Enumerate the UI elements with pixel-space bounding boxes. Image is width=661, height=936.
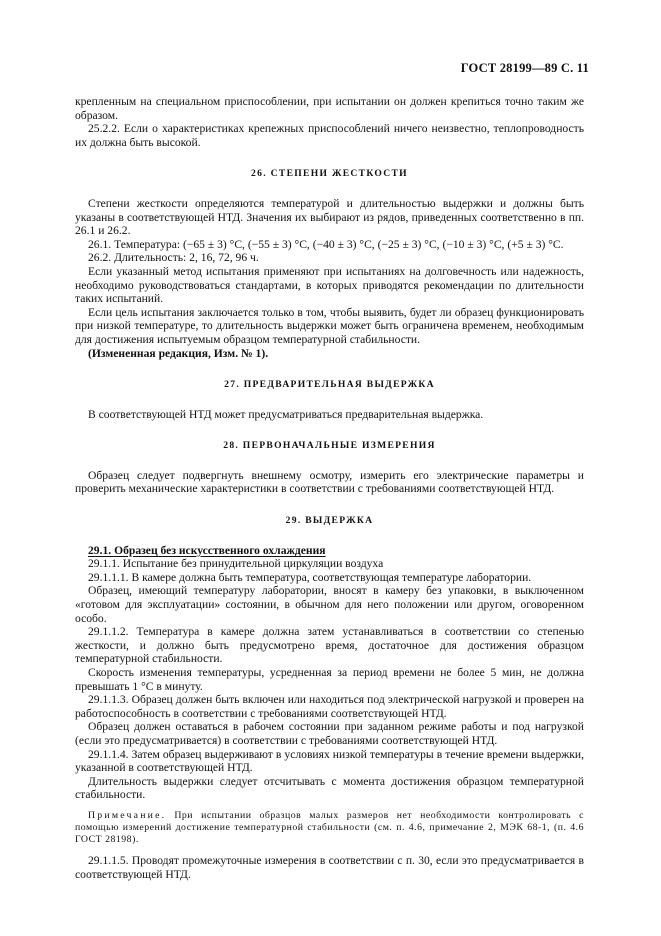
paragraph-29-1-1-4: 29.1.1.4. Затем образец выдерживают в условиях низкой температуры в течение времени выдержки, указанной в соответствующей НТД. <box>75 747 584 775</box>
note-text: При испытании образцов малых размеров нет необходимости контролировать с помощью измерений достижение температурной стабильности (см. п. 4.6, примечание 2, МЭК 68-1, (п. 4.6 ГОСТ 28198). <box>75 809 584 845</box>
paragraph-29-1-1-2-b: Скорость изменения температуры, усредненная за период времени не более 5 мин, не должна превышать 1 °С в минуту. <box>75 666 584 693</box>
paragraph-29-1-1-3-b: Образец должен оставаться в рабочем состоянии при заданном режиме работы и под нагрузкой (если это предусматривается) в соответствии с требованиями соответствующей НТД. <box>75 720 584 747</box>
paragraph-29-1-1-2: 29.1.1.2. Температура в камере должна затем устанавливаться в соответствии со степенью жесткости, и должно быть предусмотрено время, достаточное для достижения образцом температурной стабильности. <box>75 625 584 666</box>
section-26-title: 26. СТЕПЕНИ ЖЕСТКОСТИ <box>251 168 408 180</box>
paragraph-26-intro: Степени жесткости определяются температурой и длительностью выдержки и должны быть указаны в соответствующей НТД. Значения их выбирают из рядов, приведенных соответственно в пп. 26.1 и 26.2. <box>75 196 584 238</box>
paragraph-29-1-1-1: 29.1.1.1. В камере должна быть температура, соответствующая температуре лаборатории. <box>88 570 532 584</box>
page-header: ГОСТ 28199—89 С. 11 <box>460 61 589 75</box>
heading-29-1: 29.1. Образец без искусственного охлаждения <box>88 543 326 557</box>
section-29-title: 29. ВЫДЕРЖКА <box>285 515 374 527</box>
document-body <box>75 95 584 881</box>
paragraph-26-2: 26.2. Длительность: 2, 16, 72, 96 ч. <box>88 251 259 265</box>
note <box>75 810 584 846</box>
paragraph-26-function: Если цель испытания заключается только в том, чтобы выявить, будет ли образец функционировать при низкой температуре, то длительность выдержки может быть ограничена временем, необходимым для достижения испытуемым образцом температурной стабильности. <box>75 305 584 346</box>
paragraph-29-1-1-3: 29.1.1.3. Образец должен быть включен или находиться под электрической нагрузкой и проверен на работоспособность в соответствии с требованиями соответствующей НТД. <box>75 693 584 720</box>
paragraph-29-1-1: 29.1.1. Испытание без принудительной циркуляции воздуха <box>88 557 384 571</box>
paragraph-27: В соответствующей НТД может предусматриваться предварительная выдержка. <box>88 407 484 421</box>
paragraph-29-1-1-1-b: Образец, имеющий температуру лаборатории, вносят в камеру без упаковки, в выключенном «готовом для эксплуатации» состоянии, в обычном для него положении или другом, оговоренном особо. <box>75 584 584 625</box>
paragraph-28: Образец следует подвергнуть внешнему осмотру, измерить его электрические параметры и проверить механические характеристики в соответствии с требованиями соответствующей НТД. <box>75 468 584 496</box>
paragraph-29-1-1-4-b: Длительность выдержки следует отсчитывать с момента достижения образцом температурной стабильности. <box>75 774 584 802</box>
paragraph-26-durability: Если указанный метод испытания применяют при испытаниях на долговечность или надежность, необходимо руководствоваться стандартами, в которых приводятся рекомендации по длительности таких испытаний. <box>75 264 584 306</box>
paragraph-25-2-2: 25.2.2. Если о характеристиках крепежных приспособлений ничего неизвестно, теплопроводность их должна быть высокой. <box>75 122 584 149</box>
section-28-title: 28. ПЕРВОНАЧАЛЬНЫЕ ИЗМЕРЕНИЯ <box>223 440 436 452</box>
paragraph-intro: крепленным на специальном приспособлении, при испытании он должен крепиться точно таким же образом. <box>75 95 584 122</box>
paragraph-26-amendment: (Измененная редакция, Изм. № 1). <box>88 346 269 360</box>
section-27-title: 27. ПРЕДВАРИТЕЛЬНАЯ ВЫДЕРЖКА <box>224 379 435 391</box>
note-label: Примечание. <box>88 809 167 821</box>
paragraph-26-1: 26.1. Температура: (−65 ± 3) °С, (−55 ± 3) °С, (−40 ± 3) °С, (−25 ± 3) °С, (−10 ± 3) °С, (+5 ± 3) °С. <box>88 237 564 251</box>
paragraph-29-1-1-5: 29.1.1.5. Проводят промежуточные измерения в соответствии с п. 30, если это предусматривается в соответствующей НТД. <box>75 853 584 881</box>
